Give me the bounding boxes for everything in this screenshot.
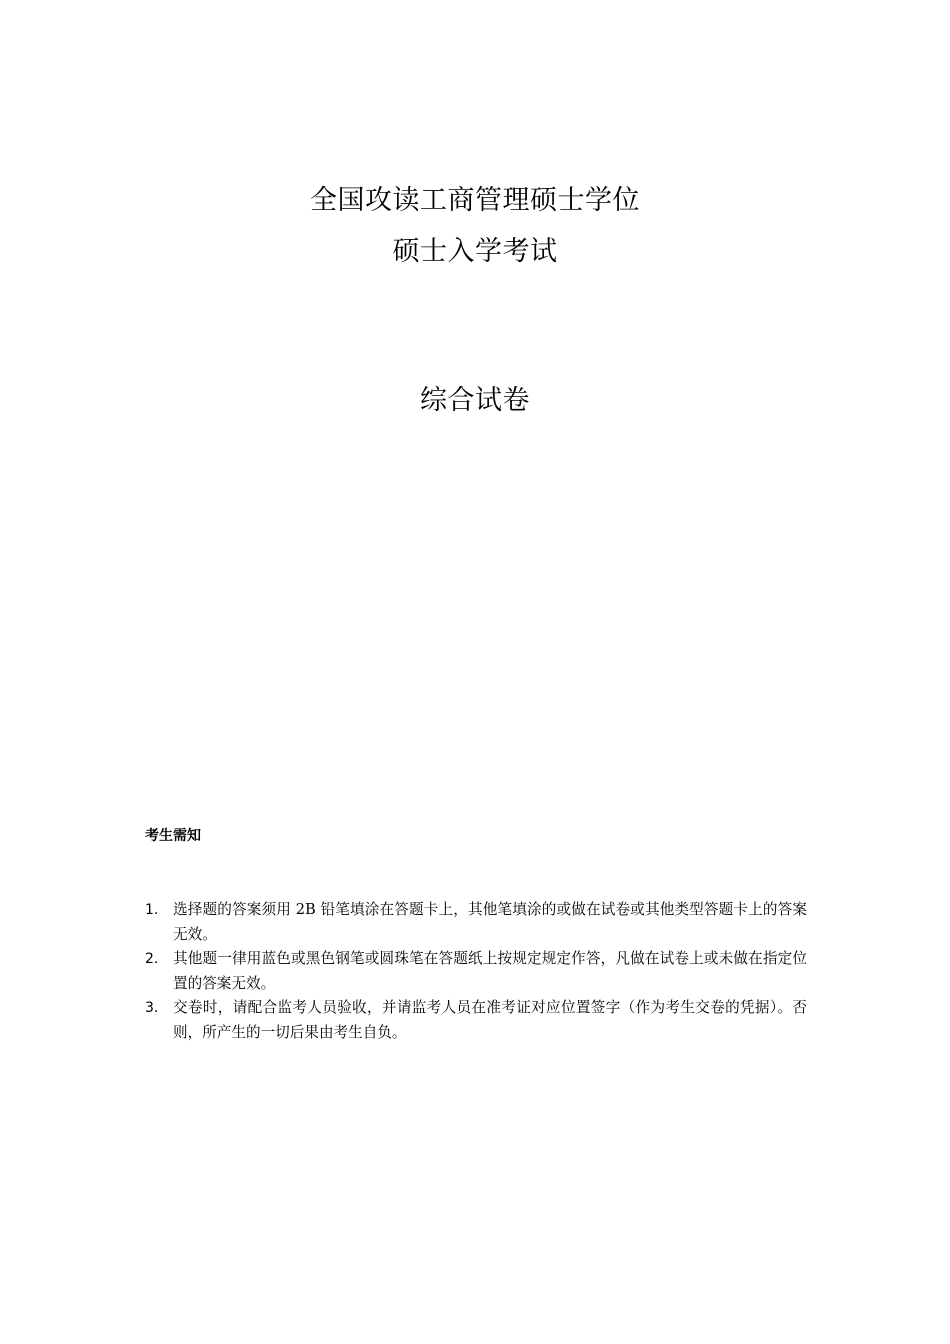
notice-item-text: 其他题一律用蓝色或黑色钢笔或圆珠笔在答题纸上按规定规定作答，凡做在试卷上或未做在指定位置的答案无效。 — [173, 950, 807, 992]
notice-heading: 考生需知 — [145, 828, 201, 844]
notice-item-number: 1. — [145, 902, 159, 918]
exam-title-line-2: 硕士入学考试 — [392, 236, 558, 267]
notice-item-number: 3. — [145, 1000, 159, 1016]
notice-item-text: 选择题的答案须用 2B 铅笔填涂在答题卡上，其他笔填涂的或做在试卷或其他类型答题卡上的答案无效。 — [173, 901, 807, 943]
notice-item-2 — [145, 947, 807, 996]
notice-item-number: 2. — [145, 951, 159, 967]
notice-item-1 — [145, 898, 807, 947]
notice-item-3 — [145, 996, 807, 1045]
notice-list — [145, 898, 807, 1045]
exam-title-line-1: 全国攻读工商管理硕士学位 — [310, 185, 640, 216]
paper-name: 综合试卷 — [420, 385, 530, 416]
notice-item-text: 交卷时，请配合监考人员验收，并请监考人员在准考证对应位置签字（作为考生交卷的凭据）。否则，所产生的一切后果由考生自负。 — [173, 999, 807, 1041]
